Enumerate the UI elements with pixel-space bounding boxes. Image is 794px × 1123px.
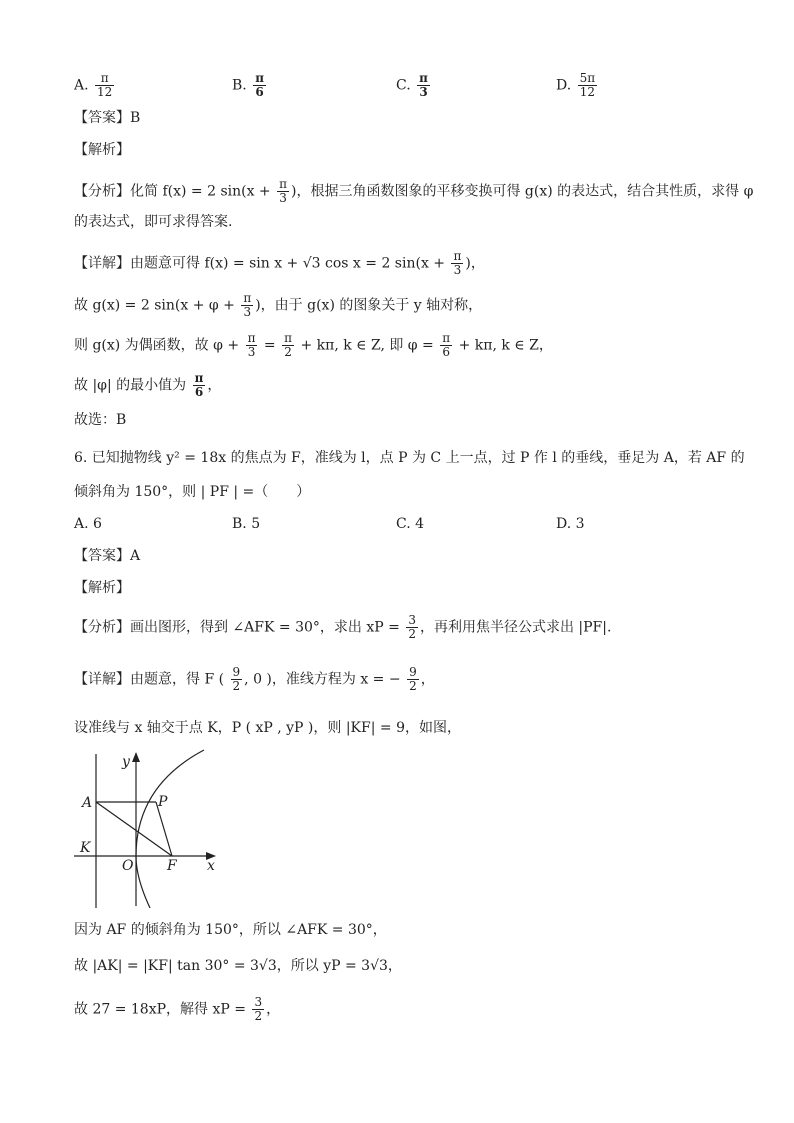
- q5-answer: 【答案】B: [74, 110, 141, 126]
- q5-analysis-heading: 【解析】: [74, 142, 130, 158]
- q6-reason1: 因为 AF 的倾斜角为 150°，所以 ∠AFK = 30°，: [74, 922, 387, 938]
- label-x: x: [207, 858, 215, 874]
- q5-option-b: B. $\frac{\pi}{6}$: [232, 71, 264, 99]
- q5-fenxi: 【分析】化简 f(x) = 2 sin(x + $\frac{\pi}{3}$ )，根据三角函数图象的平移变换可得 g(x) 的表达式，结合其性质，求得 φ: [74, 177, 754, 205]
- label-a: A: [82, 795, 93, 811]
- y-axis-arrow: [132, 752, 140, 762]
- q6-answer: 【答案】A: [74, 548, 141, 564]
- q5-option-a: A. $\frac{\pi}{12}$: [74, 71, 113, 99]
- label-f: F: [167, 858, 177, 874]
- q5-line-g: 故 g(x) = 2 sin(x + φ + $\frac{\pi}{3}$ )，由于 g(x) 的图象关于 y 轴对称，: [74, 291, 483, 319]
- label-y: y: [122, 754, 130, 770]
- q6-xiangjie: 【详解】由题意，得 F ( $\frac{9}{2}$ , 0 )，准线方程为 x = − $\frac{9}{2}$ ，: [74, 665, 435, 693]
- q5-line-min: 故 |φ| 的最小值为 $\frac{\pi}{6}$ ，: [74, 371, 222, 399]
- q6-reason3: 故 27 = 18xP，解得 xP = $\frac{3}{2}$ ，: [74, 995, 281, 1023]
- label-p: P: [158, 794, 168, 810]
- q6-option-c: C. 4: [396, 516, 425, 532]
- q6-stem-line1: 6. 已知抛物线 y² = 18x 的焦点为 F，准线为 l，点 P 为 C 上一点，过 P 作 l 的垂线，垂足为 A，若 AF 的: [74, 450, 745, 466]
- q5-option-d: D. $\frac{5\pi}{12}$: [556, 71, 596, 99]
- q5-fenxi-cont: 的表达式，即可求得答案.: [74, 214, 233, 230]
- segment-pf: [156, 802, 172, 856]
- q5-choice: 故选：B: [74, 412, 127, 428]
- label-o: O: [122, 858, 134, 874]
- segment-af: [96, 802, 172, 856]
- label-k: K: [80, 840, 91, 856]
- q6-reason2: 故 |AK| = |KF| tan 30° = 3√3，所以 yP = 3√3，: [74, 958, 402, 974]
- q6-fenxi: 【分析】画出图形，得到 ∠AFK = 30°，求出 xP = $\frac{3}{2}$ ，再利用焦半径公式求出 |PF|.: [74, 613, 612, 641]
- q6-option-a: A. 6: [74, 516, 102, 532]
- q6-option-d: D. 3: [556, 516, 585, 532]
- parabola-curve: [136, 750, 204, 908]
- q6-setup: 设准线与 x 轴交于点 K，P ( xP , yP )，则 |KF| = 9，如图，: [74, 720, 461, 736]
- q5-xiangjie: 【详解】由题意可得 f(x) = sin x + √3 cos x = 2 sin(x + $\frac{\pi}{3}$ )，: [74, 249, 485, 277]
- q5-option-c: C. $\frac{\pi}{3}$: [396, 71, 428, 99]
- q6-analysis-heading: 【解析】: [74, 580, 130, 596]
- parabola-figure: [74, 748, 234, 914]
- q5-line-even: 则 g(x) 为偶函数，故 φ + $\frac{\pi}{3}$ = $\frac{\pi}{2}$ + kπ, k ∈ Z, 即 φ = $\frac{\pi}{6}$ + kπ, k ∈ Z，: [74, 331, 553, 359]
- q6-stem-line2: 倾斜角为 150°，则 | PF | =（ ）: [74, 484, 311, 500]
- q6-option-b: B. 5: [232, 516, 261, 532]
